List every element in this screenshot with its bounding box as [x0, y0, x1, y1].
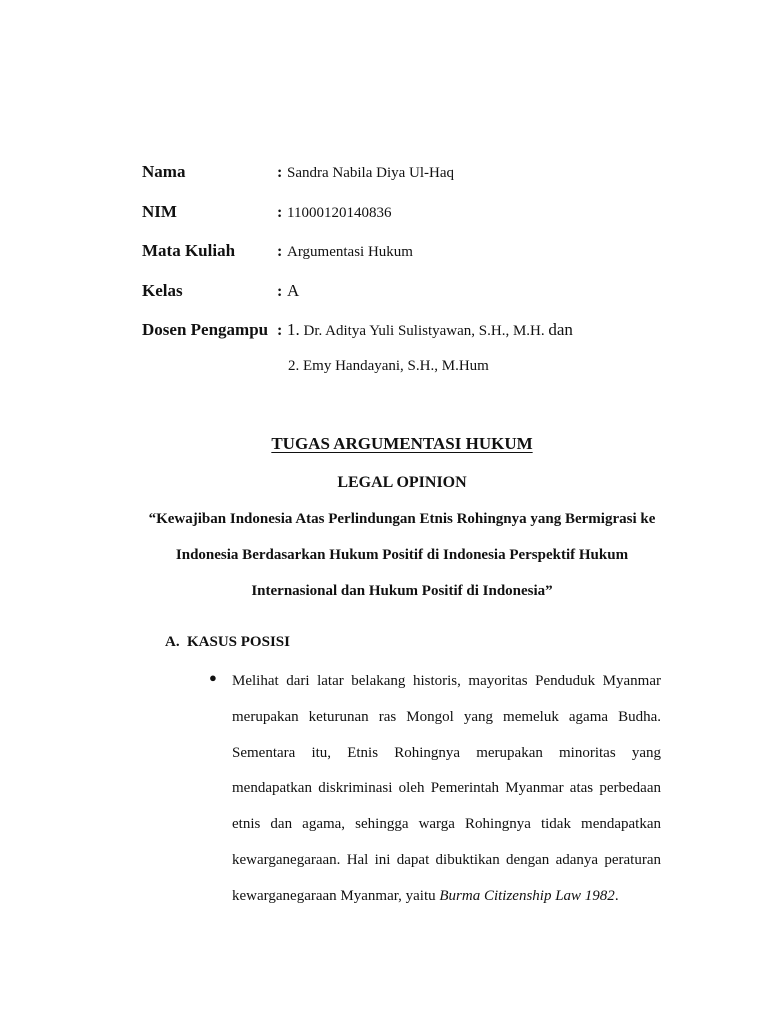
lecturer-row: [142, 320, 573, 344]
opinion-title-line: Internasional dan Hukum Positif di Indonesia”: [251, 583, 553, 599]
law-title: Burma Citizenship Law 1982: [439, 887, 615, 904]
name-label: Nama: [142, 162, 186, 181]
document-subtitle: LEGAL OPINION: [337, 474, 467, 491]
lecturer-1-name: Dr. Aditya Yuli Sulistyawan, S.H., M.H.: [303, 323, 545, 339]
lecturer-1-number: 1.: [287, 320, 300, 339]
nim-row: [142, 202, 391, 226]
paragraph-end: .: [614, 887, 619, 904]
opinion-title-line: Indonesia Berdasarkan Hukum Positif di Indonesia Perspektif Hukum: [175, 547, 629, 563]
colon: :: [277, 283, 283, 300]
class-label: Kelas: [142, 281, 183, 300]
section-letter: A.: [165, 634, 180, 650]
lecturer-1: [287, 320, 573, 340]
paragraph-text: Melihat dari latar belakang historis, mayoritas Penduduk Myanmar merupakan keturunan ras Mongol yang memeluk agama Budha. Sementara itu, Etnis Rohingnya merupakan minoritas yang mendapatkan diskriminasi oleh Pemerintah Myanmar atas perbedaan etnis dan agama, sehingga warga Rohingnya tidak mendapatkan kewarganegaraan. Hal ini dapat dibuktikan dengan adanya peraturan kewarganegaraan Myanmar, yaitu: [232, 673, 661, 904]
colon: :: [277, 164, 283, 181]
course-value: Argumentasi Hukum: [287, 244, 413, 260]
nim-value: 11000120140836: [287, 205, 392, 221]
bullet-paragraph: [232, 664, 661, 915]
section-heading: [165, 634, 290, 651]
lecturer-label: Dosen Pengampu: [142, 320, 269, 339]
course-row: [142, 241, 413, 265]
class-row: [142, 281, 299, 305]
class-value: A: [287, 281, 300, 300]
name-value: Sandra Nabila Diya Ul-Haq: [287, 165, 455, 181]
bullet-icon: ●: [209, 670, 217, 685]
colon: :: [277, 322, 283, 339]
lecturer-2: 2. Emy Handayani, S.H., M.Hum: [288, 358, 489, 374]
document-title: TUGAS ARGUMENTASI HUKUM: [271, 434, 533, 453]
colon: :: [277, 243, 283, 260]
section-title: KASUS POSISI: [187, 634, 290, 650]
name-row: [142, 162, 454, 186]
nim-label: NIM: [142, 202, 177, 221]
lecturer-1-conjunction: dan: [548, 320, 573, 339]
colon: :: [277, 204, 283, 221]
opinion-title-line: “Kewajiban Indonesia Atas Perlindungan Etnis Rohingnya yang Bermigrasi ke: [148, 511, 656, 527]
course-label: Mata Kuliah: [142, 241, 236, 260]
